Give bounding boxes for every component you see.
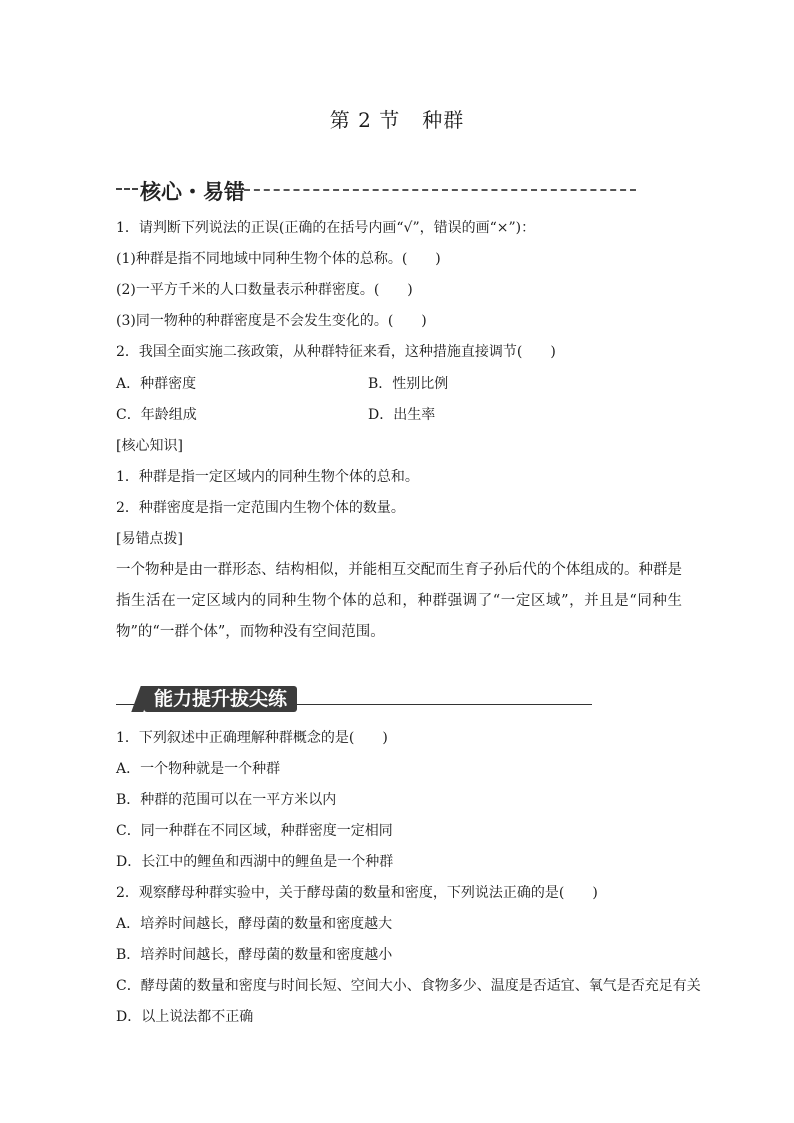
practice-1-option-b: B．种群的范围可以在一平方米以内	[116, 792, 337, 808]
tips-paragraph: 一个物种是由一群形态、结构相似，并能相互交配而生育子孙后代的个体组成的。种群是指生活在一定区域内的同种生物个体的总和，种群强调了“一定区域”，并且是“同种生物”的“一群个体”，而物种没有空间范围。	[116, 562, 682, 640]
tips-heading: [易错点拨]	[116, 531, 183, 547]
practice-2-option-a: A．培养时间越长，酵母菌的数量和密度越大	[116, 916, 393, 932]
question-2-option-d: D．出生率	[368, 407, 436, 423]
question-1-item-3: (3)同一物种的种群密度是不会发生变化的。( )	[116, 313, 427, 329]
question-1-intro: 1．请判断下列说法的正误(正确的在括号内画“√”，错误的画“×”)：	[116, 220, 536, 236]
page-title	[0, 104, 794, 133]
question-1-item-1: (1)种群是指不同地域中同种生物个体的总称。( )	[116, 251, 441, 267]
practice-2-option-d: D．以上说法都不正确	[116, 1009, 254, 1025]
divider	[116, 188, 138, 190]
practice-2-option-c: C．酵母菌的数量和密度与时间长短、空间大小、食物多少、温度是否适宜、氧气是否充足有关	[116, 978, 701, 994]
section-label: 能力提升拔尖练	[144, 686, 297, 712]
practice-1-option-a: A．一个物种就是一个种群	[116, 761, 281, 777]
question-1-item-2: (2)一平方千米的人口数量表示种群密度。( )	[116, 282, 413, 298]
practice-1-option-c: C．同一种群在不同区域，种群密度一定相同	[116, 823, 393, 839]
practice-2-stem: 2．观察酵母种群实验中，关于酵母菌的数量和密度，下列说法正确的是( )	[116, 885, 598, 901]
core-knowledge-item-2: 2．种群密度是指一定范围内生物个体的数量。	[116, 500, 405, 516]
question-2-option-c: C．年龄组成	[116, 407, 197, 423]
section-label: 核心・易错	[140, 180, 245, 204]
core-knowledge-heading: [核心知识]	[116, 438, 183, 454]
question-2-option-b: B．性别比例	[368, 376, 449, 392]
question-2-option-a: A．种群密度	[116, 376, 197, 392]
core-knowledge-item-1: 1．种群是指一定区域内的同种生物个体的总和。	[116, 469, 419, 485]
section-header-practice	[116, 684, 592, 714]
title-section-number: 第 2 节	[329, 108, 401, 132]
section-header-core	[116, 176, 636, 204]
practice-2-option-b: B．培养时间越长，酵母菌的数量和密度越小	[116, 947, 393, 963]
practice-1-stem: 1．下列叙述中正确理解种群概念的是( )	[116, 730, 388, 746]
title-topic: 种群	[422, 108, 465, 132]
question-2-stem: 2．我国全面实施二孩政策，从种群特征来看，这种措施直接调节( )	[116, 344, 556, 360]
practice-1-option-d: D．长江中的鲤鱼和西湖中的鲤鱼是一个种群	[116, 854, 394, 870]
divider	[244, 189, 636, 191]
